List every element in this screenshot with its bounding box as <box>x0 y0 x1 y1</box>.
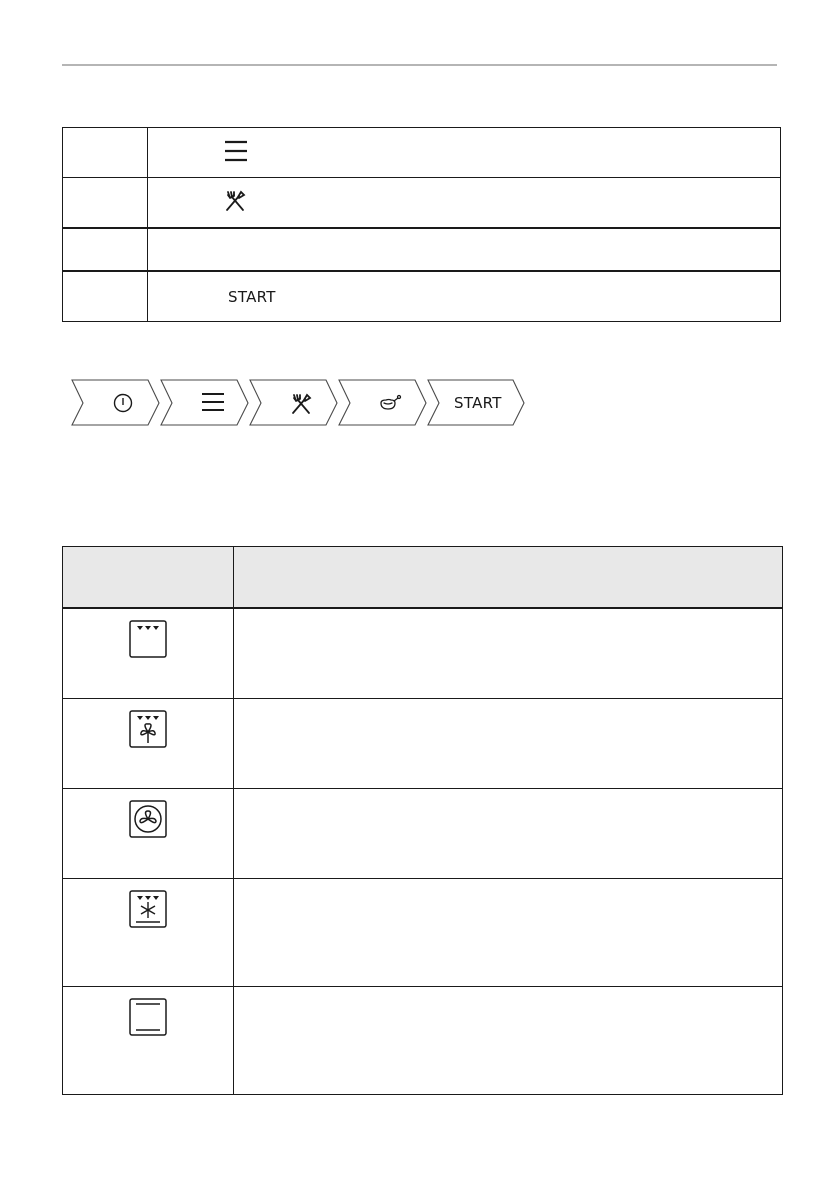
column-header-application <box>234 547 783 609</box>
table-row <box>63 987 783 1095</box>
table-row <box>63 608 783 699</box>
table-row <box>63 128 781 178</box>
step-description-cell <box>148 178 781 229</box>
table-row <box>63 879 783 987</box>
power-icon <box>113 393 133 417</box>
header-divider <box>62 64 777 66</box>
table-header-row <box>63 547 783 609</box>
top-bottom-heat-icon <box>128 997 168 1041</box>
step-number-cell <box>63 228 148 271</box>
start-label: START <box>454 394 502 412</box>
function-icon-cell <box>63 789 234 879</box>
oven-functions-table <box>62 546 783 1095</box>
step-description-cell <box>148 128 781 178</box>
table-row <box>63 178 781 229</box>
step-number-cell <box>63 128 148 178</box>
step-description-cell <box>148 271 781 322</box>
function-icon-cell <box>63 608 234 699</box>
function-description-cell <box>234 699 783 789</box>
function-description-cell <box>234 879 783 987</box>
function-description-cell <box>234 987 783 1095</box>
function-icon-cell <box>63 879 234 987</box>
steps-table <box>62 127 781 322</box>
table-row <box>63 271 781 322</box>
function-description-cell <box>234 789 783 879</box>
top-heat-defrost-icon <box>128 889 168 933</box>
roast-chicken-icon <box>378 394 402 416</box>
step-number-cell <box>63 178 148 229</box>
table-row <box>63 699 783 789</box>
step-description-cell <box>148 228 781 271</box>
fan-circle-icon <box>128 799 168 843</box>
cutlery-icon <box>290 393 312 419</box>
function-description-cell <box>234 608 783 699</box>
step-number-cell <box>63 271 148 322</box>
cutlery-icon <box>224 190 246 216</box>
menu-icon <box>202 392 224 416</box>
table-row <box>63 789 783 879</box>
start-label: START <box>228 288 276 306</box>
column-header-function <box>63 547 234 609</box>
function-icon-cell <box>63 699 234 789</box>
top-heat-icon <box>128 619 168 663</box>
function-icon-cell <box>63 987 234 1095</box>
table-row <box>63 228 781 271</box>
top-heat-fan-icon <box>128 709 168 753</box>
operation-sequence <box>70 378 530 428</box>
menu-icon <box>224 140 248 166</box>
